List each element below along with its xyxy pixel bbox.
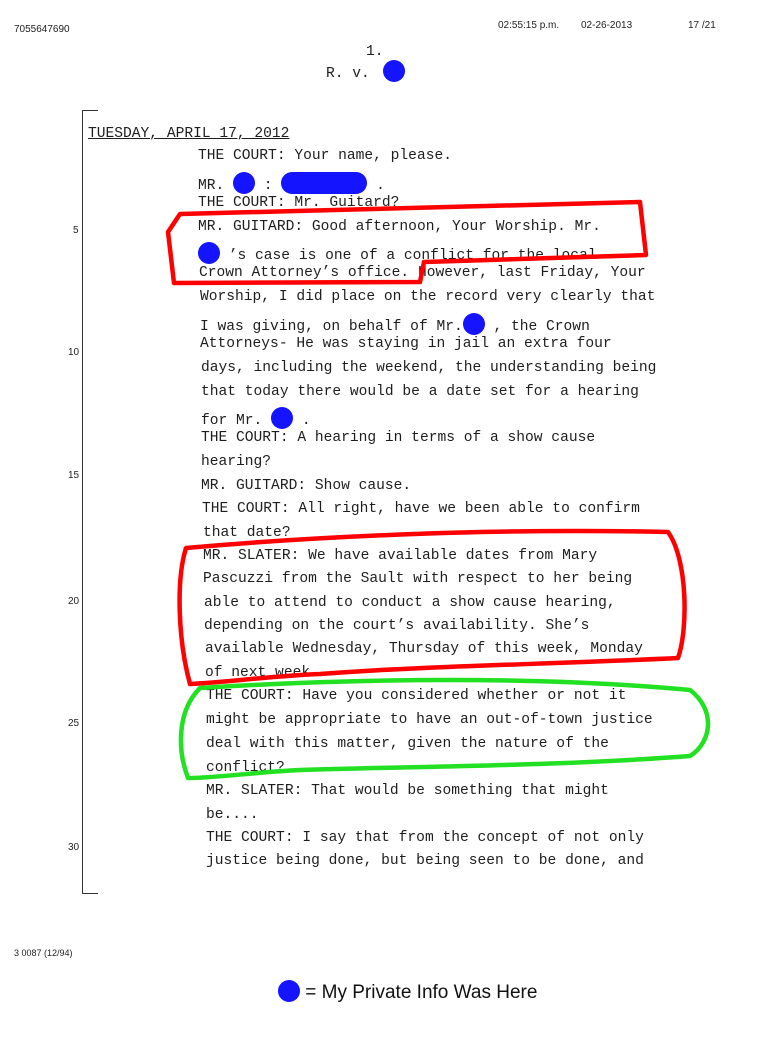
line-segment: , the Crown — [484, 319, 590, 335]
fax-number: 7055647690 — [14, 24, 70, 35]
transcript-line: of next week. — [205, 665, 319, 681]
green-marker-circle — [181, 680, 708, 778]
line-segment: I was giving, on behalf of Mr. — [200, 319, 463, 335]
fax-time: 02:55:15 p.m. — [498, 20, 560, 31]
transcript-line: MR. SLATER: That would be something that might — [206, 783, 609, 799]
transcript-line: MR. SLATER: We have available dates from Mary — [203, 548, 598, 564]
line-segment: ’s case is one of a conflict for the local — [220, 248, 597, 264]
line-segment: MR. — [198, 178, 234, 194]
transcript-line: Attorneys- He was staying in jail an extra four — [200, 336, 612, 352]
hearing-date: TUESDAY, APRIL 17, 2012 — [88, 126, 290, 142]
line-segment: for Mr. — [201, 413, 272, 429]
transcript-line: THE COURT: A hearing in terms of a show cause — [201, 430, 596, 446]
legend — [278, 980, 537, 1004]
line-number: 20 — [68, 596, 80, 607]
transcript-line: might be appropriate to have an out-of-town justice — [206, 712, 653, 728]
line-segment: . — [367, 178, 385, 194]
transcript-line: that today there would be a date set for a hearing — [201, 384, 639, 400]
legend-text: = My Private Info Was Here — [305, 982, 538, 1003]
line-segment: . — [293, 413, 311, 429]
transcript-line: able to attend to conduct a show cause hearing, — [204, 595, 616, 611]
line-number: 15 — [68, 470, 80, 481]
line-segment: : — [255, 178, 282, 194]
red-marker-circle-2 — [180, 531, 685, 684]
transcript-line: conflict? — [206, 760, 285, 776]
red-marker-circle-1 — [168, 202, 646, 283]
line-number: 10 — [68, 347, 80, 358]
transcript-line: MR. GUITARD: Show cause. — [201, 478, 412, 494]
fax-date: 02-26-2013 — [581, 20, 633, 31]
transcript-line: THE COURT: Mr. Guitard? — [198, 195, 400, 211]
transcript-line: justice being done, but being seen to be done, and — [206, 853, 644, 869]
line-number: 5 — [73, 225, 79, 236]
transcript-line: days, including the weekend, the understanding being — [201, 360, 657, 376]
page-number: 1. — [366, 44, 384, 60]
fax-page: 17 /21 — [688, 20, 716, 31]
transcript-line: MR. GUITARD: Good afternoon, Your Worship. Mr. — [198, 219, 601, 235]
transcript-line: Worship, I did place on the record very clearly that — [200, 289, 656, 305]
legend-dot-icon — [278, 980, 300, 1002]
case-title-text: R. v. — [326, 66, 370, 82]
transcript-line: hearing? — [201, 454, 272, 470]
transcript-line: THE COURT: Have you considered whether or not it — [206, 688, 627, 704]
line-number: 30 — [68, 842, 80, 853]
form-code: 3 0087 (12/94) — [14, 948, 73, 958]
transcript-line: THE COURT: All right, have we been able to confirm — [202, 501, 640, 517]
transcript-line: available Wednesday, Thursday of this week, Monday — [205, 641, 643, 657]
line-number: 25 — [68, 718, 80, 729]
transcript-line: THE COURT: Your name, please. — [198, 148, 452, 164]
transcript-line: be.... — [206, 807, 259, 823]
transcript-line: Pascuzzi from the Sault with respect to her being — [203, 571, 633, 587]
transcript-line: that date? — [203, 525, 291, 541]
transcript-line: THE COURT: I say that from the concept of not only — [206, 830, 644, 846]
transcript-line: Crown Attorney’s office. However, last Friday, Your — [199, 265, 646, 281]
transcript-line: depending on the court’s availability. She’s — [204, 618, 590, 634]
transcript-line: deal with this matter, given the nature of the — [206, 736, 609, 752]
